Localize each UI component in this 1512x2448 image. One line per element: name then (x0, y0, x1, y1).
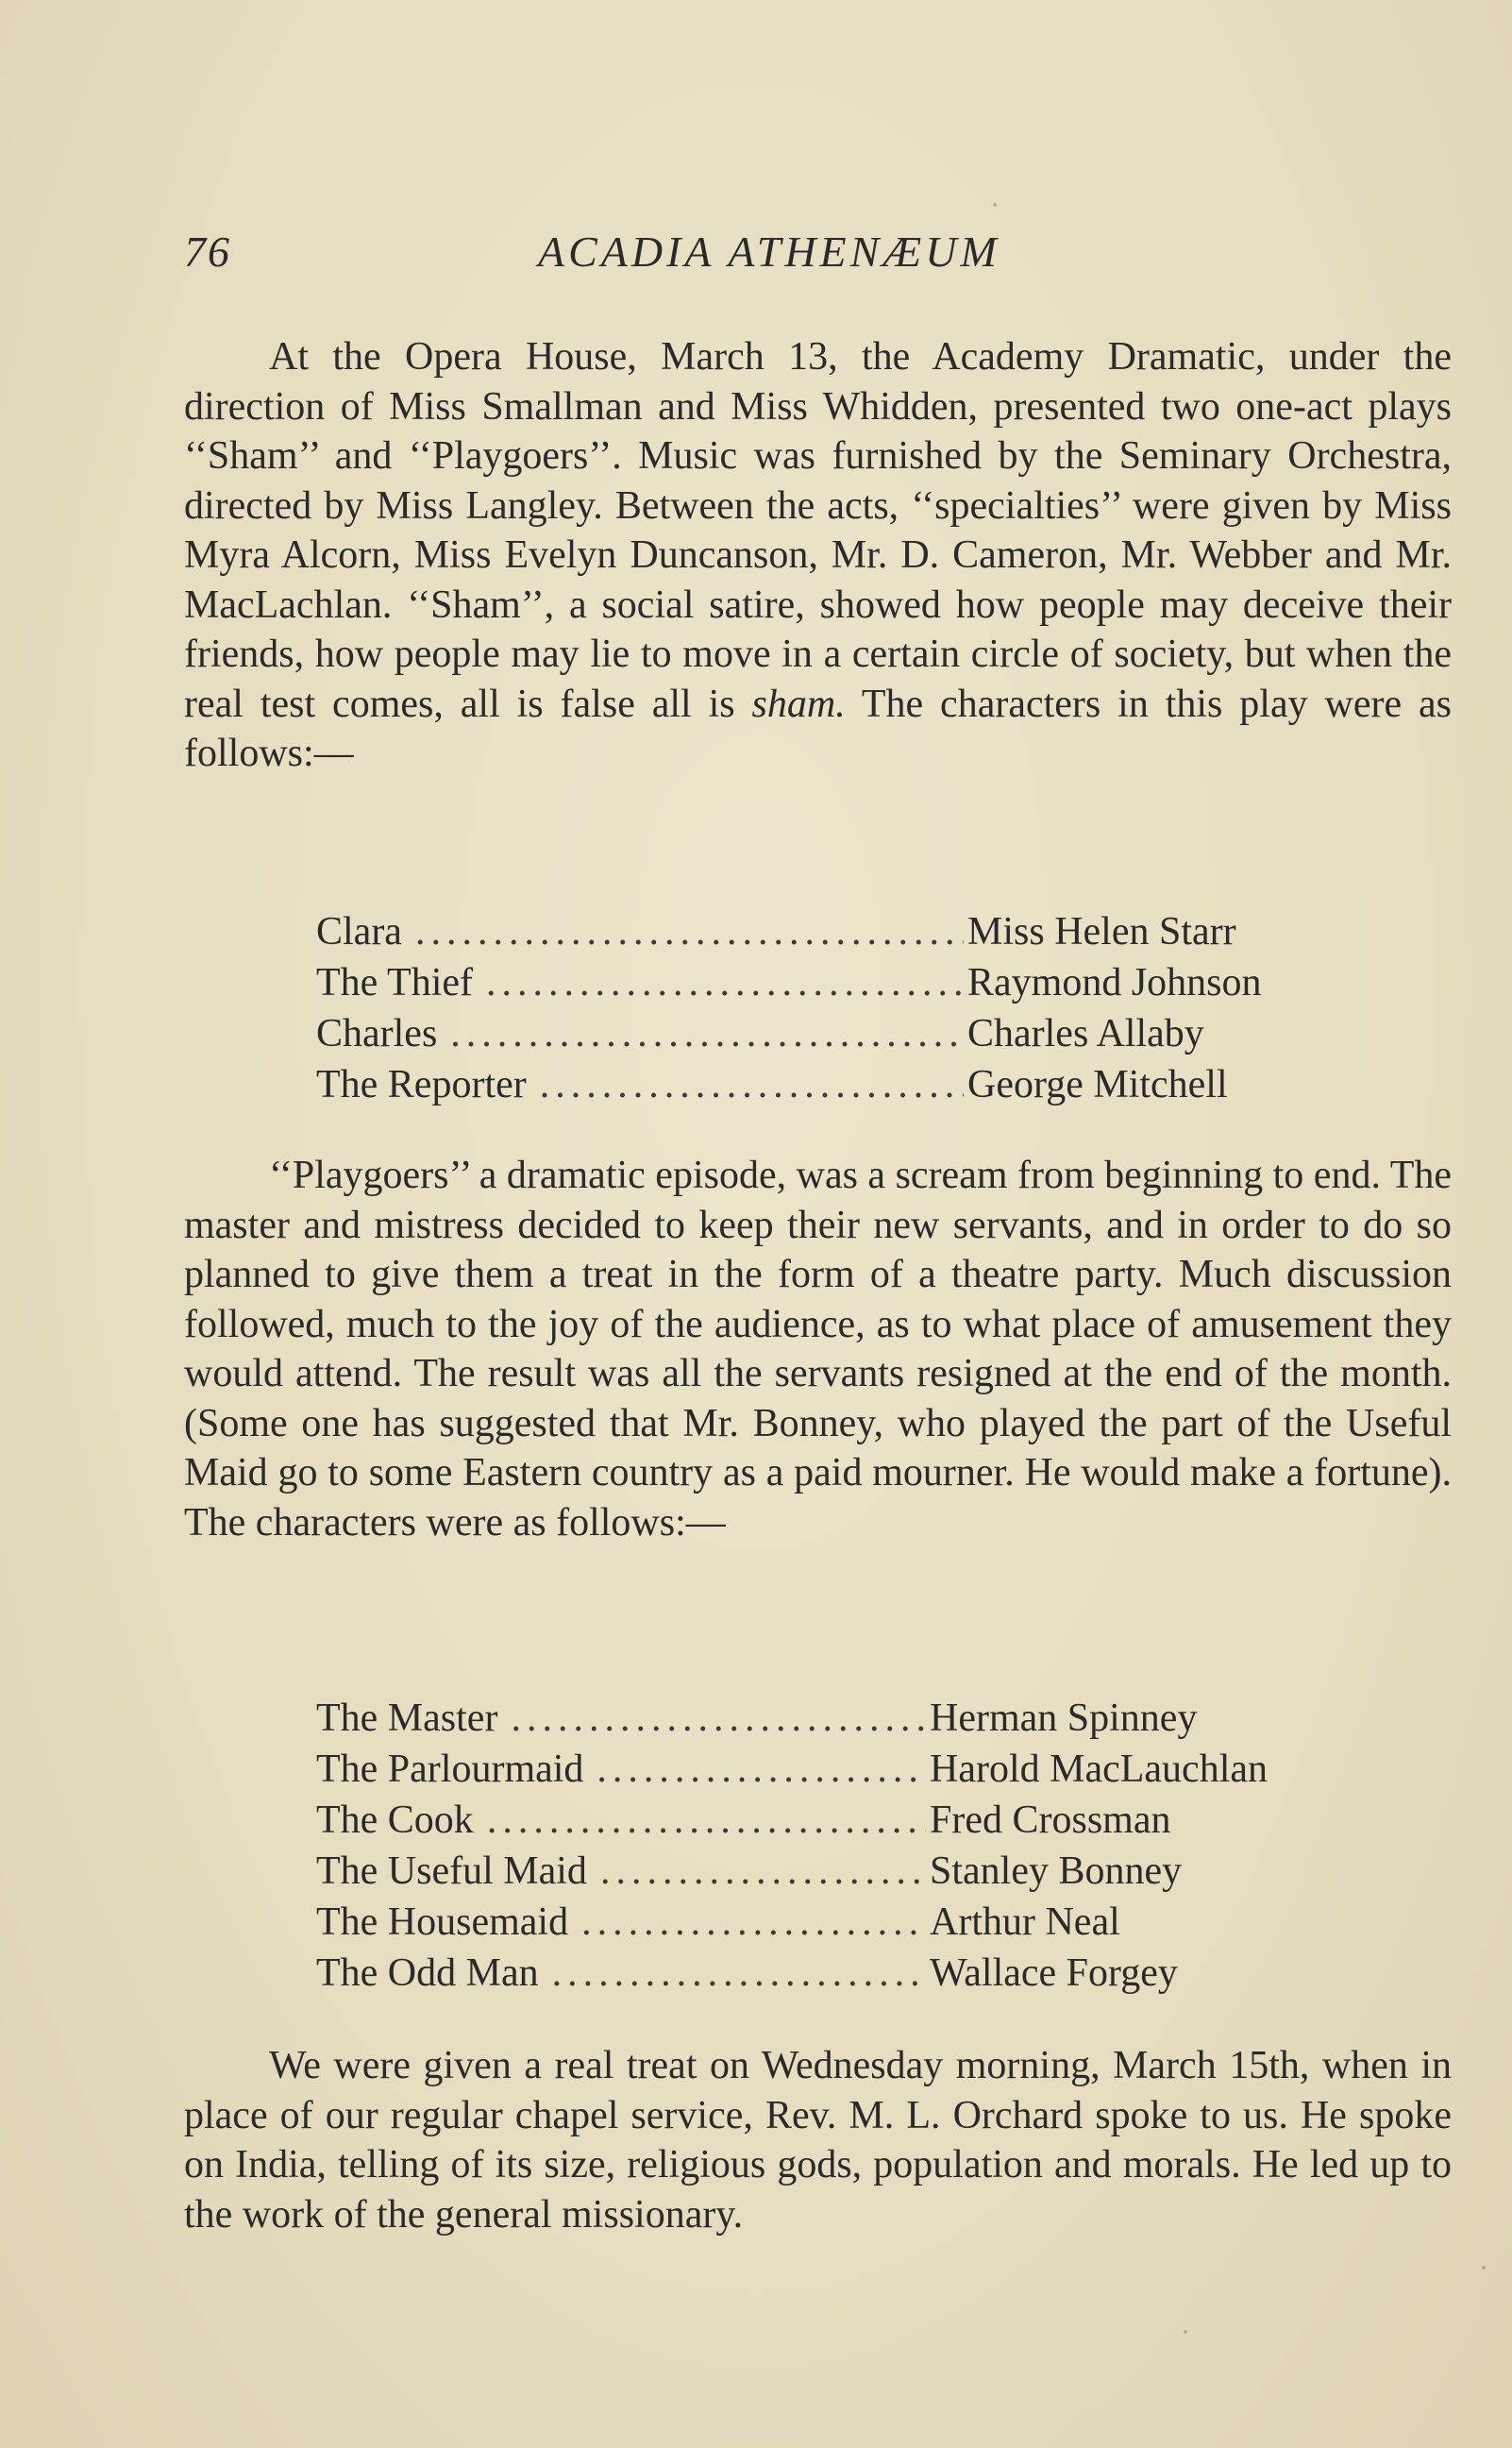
paper-speck (1482, 2266, 1486, 2270)
cast-row (316, 1744, 1373, 1795)
cast-role: The Cook (316, 1798, 474, 1842)
paragraph-text-end: The characters in this play were as follows:— (184, 682, 1452, 775)
paragraph-opera-house (184, 332, 1452, 779)
page-number: 76 (184, 228, 231, 276)
cast-actor: Raymond Johnson (967, 961, 1262, 1005)
cast-actor: Fred Crossman (930, 1798, 1171, 1842)
paragraph-chapel (184, 2041, 1452, 2239)
cast-row (316, 1059, 1373, 1110)
cast-row (316, 1693, 1373, 1744)
cast-row (316, 1795, 1373, 1846)
paper-speck (1184, 2330, 1187, 2334)
dot-leader (487, 1795, 926, 1846)
cast-actor: George Mitchell (967, 1063, 1228, 1106)
cast-actor: Herman Spinney (930, 1697, 1198, 1740)
cast-row (316, 906, 1373, 957)
cast-role: The Odd Man (316, 1951, 539, 1995)
dot-leader (581, 1897, 926, 1948)
emphasis-text: sham. (751, 682, 846, 726)
dot-leader (511, 1693, 926, 1744)
cast-row (316, 1897, 1373, 1948)
cast-role: Clara (316, 910, 402, 954)
cast-role: The Parlourmaid (316, 1747, 584, 1791)
cast-list-playgoers (316, 1693, 1373, 1999)
cast-role: The Thief (316, 961, 473, 1005)
running-head: ACADIA ATHENÆUM (538, 228, 1000, 276)
paragraph-text: ‘‘Playgoers’’ a dramatic episode, was a scream from beginning to end. The master and mistress decided to keep their new servants, and in order to do so planned to give them a treat in the form of a theatre party. Much discussion followed, much to the joy of the audience, as to what place of amusement they would attend. The result was all the servants resigned at the end of the month. (Some one has suggested that Mr. Bonney, who played the part of the Useful Maid go to some Eastern country as a paid mourner. He would make a fortune). The characters were as follows:— (184, 1154, 1452, 1545)
paragraph-text: We were given a real treat on Wednesday morning, March 15th, when in place of our regular chapel service, Rev. M. L. Orchard spoke to us. He spoke on India, telling of its size, religious gods, population and morals. He led up to the work of the general missionary. (184, 2044, 1452, 2237)
dot-leader (415, 906, 964, 957)
dot-leader (450, 1008, 964, 1059)
cast-row (316, 1948, 1373, 1999)
cast-actor: Wallace Forgey (930, 1951, 1178, 1995)
dot-leader (540, 1059, 964, 1110)
paragraph-playgoers (184, 1151, 1452, 1547)
cast-actor: Charles Allaby (967, 1012, 1204, 1055)
dot-leader (600, 1846, 926, 1897)
cast-row (316, 1846, 1373, 1897)
dot-leader (596, 1744, 926, 1795)
cast-actor: Stanley Bonney (930, 1849, 1183, 1893)
page-header (184, 227, 1468, 283)
cast-row (316, 957, 1373, 1008)
cast-role: The Master (316, 1697, 498, 1740)
cast-row (316, 1008, 1373, 1059)
cast-list-sham (316, 906, 1373, 1110)
paper-speck (993, 203, 997, 207)
cast-role: The Housemaid (316, 1900, 569, 1944)
cast-actor: Arthur Neal (930, 1900, 1120, 1944)
paragraph-text: At the Opera House, March 13, the Academy Dramatic, under the direction of Miss Smallman and Miss Whidden, presented two one-act plays ‘‘Sham’’ and ‘‘Playgoers’’. Music was furnished by the Seminary Orchestra, directed by Miss Langley. Between the acts, ‘‘specialties’’ were given by Miss Myra Alcorn, Miss Evelyn Duncanson, Mr. D. Cameron, Mr. Webber and Mr. MacLachlan. ‘‘Sham’’, a social satire, showed how people may deceive their friends, how people may lie to move in a certain circle of society, but when the real test comes, all is false all is (184, 335, 1452, 726)
dot-leader (486, 957, 964, 1008)
cast-role: Charles (316, 1012, 438, 1055)
cast-actor: Harold MacLauchlan (930, 1747, 1268, 1791)
dot-leader (552, 1948, 926, 1999)
cast-role: The Useful Maid (316, 1849, 587, 1893)
cast-actor: Miss Helen Starr (967, 910, 1236, 954)
cast-role: The Reporter (316, 1063, 527, 1106)
